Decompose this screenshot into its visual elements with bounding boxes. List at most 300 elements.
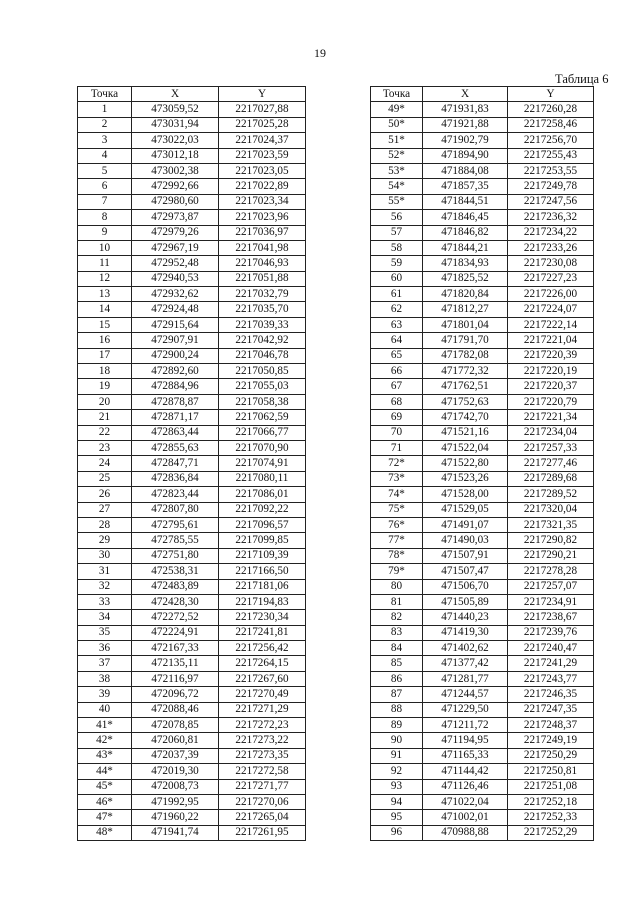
y-cell: 2217250,81	[508, 764, 594, 779]
y-cell: 2217058,38	[219, 394, 306, 409]
table-row	[371, 271, 594, 286]
point-cell: 36	[78, 641, 132, 656]
table-body-left	[78, 102, 306, 841]
point-cell: 56	[371, 210, 423, 225]
table-row	[371, 410, 594, 425]
table-row	[371, 317, 594, 332]
point-cell: 14	[78, 302, 132, 317]
x-cell: 472836,84	[132, 471, 219, 486]
y-cell: 2217023,59	[219, 148, 306, 163]
x-cell: 470988,88	[423, 825, 508, 840]
point-cell: 68	[371, 394, 423, 409]
y-cell: 2217220,79	[508, 394, 594, 409]
x-cell: 471528,00	[423, 487, 508, 502]
y-cell: 2217256,70	[508, 133, 594, 148]
point-cell: 32	[78, 579, 132, 594]
x-cell: 471772,32	[423, 364, 508, 379]
x-cell: 472019,30	[132, 764, 219, 779]
point-cell: 34	[78, 610, 132, 625]
x-cell: 471820,84	[423, 287, 508, 302]
x-cell: 471506,70	[423, 579, 508, 594]
table-row	[78, 425, 306, 440]
y-cell: 2217257,07	[508, 579, 594, 594]
point-cell: 33	[78, 594, 132, 609]
point-cell: 38	[78, 671, 132, 686]
table-row	[78, 102, 306, 117]
point-cell: 10	[78, 240, 132, 255]
table-row	[78, 194, 306, 209]
point-cell: 86	[371, 671, 423, 686]
x-cell: 471801,04	[423, 317, 508, 332]
y-cell: 2217035,70	[219, 302, 306, 317]
y-cell: 2217321,35	[508, 517, 594, 532]
header-point: Точка	[371, 87, 423, 102]
table-row	[371, 456, 594, 471]
x-cell: 472167,33	[132, 641, 219, 656]
y-cell: 2217273,22	[219, 733, 306, 748]
x-cell: 471846,45	[423, 210, 508, 225]
y-cell: 2217258,46	[508, 117, 594, 132]
x-cell: 471791,70	[423, 333, 508, 348]
point-cell: 81	[371, 594, 423, 609]
x-cell: 471126,46	[423, 779, 508, 794]
y-cell: 2217289,52	[508, 487, 594, 502]
y-cell: 2217032,79	[219, 287, 306, 302]
page-number: 19	[314, 46, 326, 60]
x-cell: 472915,64	[132, 317, 219, 332]
table-row	[78, 764, 306, 779]
y-cell: 2217222,14	[508, 317, 594, 332]
y-cell: 2217290,21	[508, 548, 594, 563]
point-cell: 12	[78, 271, 132, 286]
table-row	[78, 256, 306, 271]
header-y: Y	[508, 87, 594, 102]
x-cell: 471844,21	[423, 240, 508, 255]
point-cell: 49*	[371, 102, 423, 117]
point-cell: 23	[78, 440, 132, 455]
point-cell: 48*	[78, 825, 132, 840]
y-cell: 2217264,15	[219, 656, 306, 671]
y-cell: 2217023,05	[219, 163, 306, 178]
y-cell: 2217320,04	[508, 502, 594, 517]
table-row	[371, 333, 594, 348]
table-row	[371, 425, 594, 440]
x-cell: 471846,82	[423, 225, 508, 240]
x-cell: 471921,88	[423, 117, 508, 132]
point-cell: 71	[371, 440, 423, 455]
point-cell: 74*	[371, 487, 423, 502]
table-row	[371, 133, 594, 148]
y-cell: 2217221,34	[508, 410, 594, 425]
table-row	[371, 440, 594, 455]
y-cell: 2217270,06	[219, 794, 306, 809]
y-cell: 2217240,47	[508, 641, 594, 656]
y-cell: 2217247,56	[508, 194, 594, 209]
y-cell: 2217273,35	[219, 748, 306, 763]
point-cell: 62	[371, 302, 423, 317]
x-cell: 471521,16	[423, 425, 508, 440]
x-cell: 472871,17	[132, 410, 219, 425]
point-cell: 40	[78, 702, 132, 717]
x-cell: 472979,26	[132, 225, 219, 240]
table-row	[371, 179, 594, 194]
table-row	[78, 471, 306, 486]
y-cell: 2217278,28	[508, 564, 594, 579]
table-row	[371, 548, 594, 563]
x-cell: 471752,63	[423, 394, 508, 409]
x-cell: 471165,33	[423, 748, 508, 763]
x-cell: 472863,44	[132, 425, 219, 440]
y-cell: 2217221,04	[508, 333, 594, 348]
y-cell: 2217096,57	[219, 517, 306, 532]
y-cell: 2217181,06	[219, 579, 306, 594]
x-cell: 471844,51	[423, 194, 508, 209]
point-cell: 69	[371, 410, 423, 425]
table-row	[78, 240, 306, 255]
y-cell: 2217249,78	[508, 179, 594, 194]
table-row	[371, 610, 594, 625]
x-cell: 471522,04	[423, 440, 508, 455]
y-cell: 2217252,29	[508, 825, 594, 840]
y-cell: 2217248,37	[508, 718, 594, 733]
table-row	[371, 517, 594, 532]
x-cell: 473012,18	[132, 148, 219, 163]
header-x: X	[132, 87, 219, 102]
table-row	[371, 733, 594, 748]
x-cell: 471440,23	[423, 610, 508, 625]
y-cell: 2217027,88	[219, 102, 306, 117]
y-cell: 2217261,95	[219, 825, 306, 840]
y-cell: 2217092,22	[219, 502, 306, 517]
point-cell: 51*	[371, 133, 423, 148]
y-cell: 2217109,39	[219, 548, 306, 563]
x-cell: 472992,66	[132, 179, 219, 194]
x-cell: 471507,91	[423, 548, 508, 563]
table-row	[371, 302, 594, 317]
table-row	[78, 117, 306, 132]
y-cell: 2217042,92	[219, 333, 306, 348]
table-row	[371, 117, 594, 132]
table-row	[371, 702, 594, 717]
point-cell: 27	[78, 502, 132, 517]
point-cell: 29	[78, 533, 132, 548]
point-cell: 44*	[78, 764, 132, 779]
point-cell: 15	[78, 317, 132, 332]
y-cell: 2217050,85	[219, 364, 306, 379]
x-cell: 471902,79	[423, 133, 508, 148]
x-cell: 471419,30	[423, 625, 508, 640]
x-cell: 472940,53	[132, 271, 219, 286]
y-cell: 2217230,08	[508, 256, 594, 271]
x-cell: 471491,07	[423, 517, 508, 532]
y-cell: 2217194,83	[219, 594, 306, 609]
point-cell: 91	[371, 748, 423, 763]
x-cell: 472952,48	[132, 256, 219, 271]
table-row	[78, 148, 306, 163]
x-cell: 472088,46	[132, 702, 219, 717]
table-row	[371, 225, 594, 240]
table-row	[371, 364, 594, 379]
x-cell: 472892,60	[132, 364, 219, 379]
table-row	[78, 656, 306, 671]
point-cell: 9	[78, 225, 132, 240]
x-cell: 471522,80	[423, 456, 508, 471]
x-cell: 473022,03	[132, 133, 219, 148]
x-cell: 471941,74	[132, 825, 219, 840]
y-cell: 2217036,97	[219, 225, 306, 240]
table-row	[78, 548, 306, 563]
point-cell: 94	[371, 794, 423, 809]
point-cell: 3	[78, 133, 132, 148]
table-row	[78, 825, 306, 840]
x-cell: 471505,89	[423, 594, 508, 609]
x-cell: 472847,71	[132, 456, 219, 471]
y-cell: 2217243,77	[508, 671, 594, 686]
y-cell: 2217233,26	[508, 240, 594, 255]
point-cell: 5	[78, 163, 132, 178]
point-cell: 28	[78, 517, 132, 532]
table-row	[78, 748, 306, 763]
point-cell: 52*	[371, 148, 423, 163]
point-cell: 70	[371, 425, 423, 440]
table-row	[78, 410, 306, 425]
x-cell: 472078,85	[132, 718, 219, 733]
point-cell: 72*	[371, 456, 423, 471]
table-body-right	[371, 102, 594, 841]
point-cell: 58	[371, 240, 423, 255]
x-cell: 471894,90	[423, 148, 508, 163]
y-cell: 2217270,49	[219, 687, 306, 702]
y-cell: 2217227,23	[508, 271, 594, 286]
point-cell: 37	[78, 656, 132, 671]
y-cell: 2217252,18	[508, 794, 594, 809]
point-cell: 80	[371, 579, 423, 594]
point-cell: 21	[78, 410, 132, 425]
x-cell: 472878,87	[132, 394, 219, 409]
x-cell: 472980,60	[132, 194, 219, 209]
table-row	[371, 163, 594, 178]
x-cell: 472807,80	[132, 502, 219, 517]
point-cell: 93	[371, 779, 423, 794]
x-cell: 472855,63	[132, 440, 219, 455]
y-cell: 2217238,67	[508, 610, 594, 625]
table-row	[78, 348, 306, 363]
x-cell: 472224,91	[132, 625, 219, 640]
x-cell: 472428,30	[132, 594, 219, 609]
y-cell: 2217062,59	[219, 410, 306, 425]
x-cell: 471002,01	[423, 810, 508, 825]
table-row	[78, 671, 306, 686]
y-cell: 2217247,35	[508, 702, 594, 717]
y-cell: 2217046,93	[219, 256, 306, 271]
y-cell: 2217051,88	[219, 271, 306, 286]
point-cell: 53*	[371, 163, 423, 178]
x-cell: 471884,08	[423, 163, 508, 178]
point-cell: 30	[78, 548, 132, 563]
table-row	[371, 687, 594, 702]
table-row	[371, 502, 594, 517]
x-cell: 471244,57	[423, 687, 508, 702]
y-cell: 2217099,85	[219, 533, 306, 548]
point-cell: 90	[371, 733, 423, 748]
table-row	[78, 271, 306, 286]
table-row	[371, 564, 594, 579]
y-cell: 2217024,37	[219, 133, 306, 148]
table-row	[371, 148, 594, 163]
y-cell: 2217070,90	[219, 440, 306, 455]
x-cell: 472795,61	[132, 517, 219, 532]
y-cell: 2217074,91	[219, 456, 306, 471]
point-cell: 16	[78, 333, 132, 348]
table-row	[78, 718, 306, 733]
table-row	[371, 825, 594, 840]
y-cell: 2217220,19	[508, 364, 594, 379]
x-cell: 471211,72	[423, 718, 508, 733]
table-row	[78, 379, 306, 394]
point-cell: 54*	[371, 179, 423, 194]
y-cell: 2217239,76	[508, 625, 594, 640]
point-cell: 7	[78, 194, 132, 209]
x-cell: 472967,19	[132, 240, 219, 255]
y-cell: 2217271,29	[219, 702, 306, 717]
table-row	[78, 287, 306, 302]
table-row	[371, 240, 594, 255]
x-cell: 471782,08	[423, 348, 508, 363]
y-cell: 2217255,43	[508, 148, 594, 163]
y-cell: 2217230,34	[219, 610, 306, 625]
y-cell: 2217039,33	[219, 317, 306, 332]
point-cell: 73*	[371, 471, 423, 486]
coordinates-table-left	[77, 86, 306, 841]
point-cell: 77*	[371, 533, 423, 548]
y-cell: 2217289,68	[508, 471, 594, 486]
table-row	[371, 625, 594, 640]
table-row	[78, 794, 306, 809]
point-cell: 22	[78, 425, 132, 440]
y-cell: 2217250,29	[508, 748, 594, 763]
table-row	[371, 210, 594, 225]
y-cell: 2217234,91	[508, 594, 594, 609]
table-row	[371, 102, 594, 117]
point-cell: 35	[78, 625, 132, 640]
y-cell: 2217022,89	[219, 179, 306, 194]
y-cell: 2217041,98	[219, 240, 306, 255]
header-x: X	[423, 87, 508, 102]
table-row	[371, 656, 594, 671]
x-cell: 471229,50	[423, 702, 508, 717]
point-cell: 8	[78, 210, 132, 225]
point-cell: 75*	[371, 502, 423, 517]
point-cell: 59	[371, 256, 423, 271]
table-row	[371, 779, 594, 794]
x-cell: 472135,11	[132, 656, 219, 671]
header-point: Точка	[78, 87, 132, 102]
table-row	[78, 610, 306, 625]
y-cell: 2217241,29	[508, 656, 594, 671]
table-row	[371, 487, 594, 502]
point-cell: 24	[78, 456, 132, 471]
point-cell: 89	[371, 718, 423, 733]
x-cell: 472037,39	[132, 748, 219, 763]
y-cell: 2217023,34	[219, 194, 306, 209]
y-cell: 2217272,58	[219, 764, 306, 779]
point-cell: 19	[78, 379, 132, 394]
table-row	[371, 641, 594, 656]
point-cell: 6	[78, 179, 132, 194]
y-cell: 2217251,08	[508, 779, 594, 794]
table-row	[78, 364, 306, 379]
y-cell: 2217256,42	[219, 641, 306, 656]
table-row	[371, 394, 594, 409]
x-cell: 471144,42	[423, 764, 508, 779]
point-cell: 47*	[78, 810, 132, 825]
x-cell: 472785,55	[132, 533, 219, 548]
point-cell: 18	[78, 364, 132, 379]
point-cell: 39	[78, 687, 132, 702]
point-cell: 78*	[371, 548, 423, 563]
y-cell: 2217234,22	[508, 225, 594, 240]
x-cell: 471194,95	[423, 733, 508, 748]
table-row	[78, 333, 306, 348]
point-cell: 79*	[371, 564, 423, 579]
point-cell: 88	[371, 702, 423, 717]
x-cell: 473031,94	[132, 117, 219, 132]
y-cell: 2217086,01	[219, 487, 306, 502]
x-cell: 472823,44	[132, 487, 219, 502]
table-caption: Таблица 6	[555, 72, 609, 86]
table-row	[78, 502, 306, 517]
x-cell: 472060,81	[132, 733, 219, 748]
x-cell: 471762,51	[423, 379, 508, 394]
table-row	[78, 733, 306, 748]
point-cell: 87	[371, 687, 423, 702]
x-cell: 471834,93	[423, 256, 508, 271]
point-cell: 31	[78, 564, 132, 579]
point-cell: 84	[371, 641, 423, 656]
point-cell: 64	[371, 333, 423, 348]
y-cell: 2217246,35	[508, 687, 594, 702]
table-row	[78, 225, 306, 240]
table-row	[78, 440, 306, 455]
point-cell: 76*	[371, 517, 423, 532]
x-cell: 471931,83	[423, 102, 508, 117]
table-row	[78, 456, 306, 471]
table-row	[371, 671, 594, 686]
point-cell: 67	[371, 379, 423, 394]
y-cell: 2217253,55	[508, 163, 594, 178]
point-cell: 61	[371, 287, 423, 302]
x-cell: 472907,91	[132, 333, 219, 348]
table-header-row	[371, 87, 594, 102]
x-cell: 472932,62	[132, 287, 219, 302]
x-cell: 472751,80	[132, 548, 219, 563]
table-row	[78, 302, 306, 317]
y-cell: 2217234,04	[508, 425, 594, 440]
table-row	[371, 194, 594, 209]
point-cell: 60	[371, 271, 423, 286]
x-cell: 473059,52	[132, 102, 219, 117]
x-cell: 472096,72	[132, 687, 219, 702]
x-cell: 471523,26	[423, 471, 508, 486]
table-row	[78, 641, 306, 656]
y-cell: 2217066,77	[219, 425, 306, 440]
table-row	[78, 702, 306, 717]
y-cell: 2217166,50	[219, 564, 306, 579]
table-row	[371, 764, 594, 779]
table-row	[78, 487, 306, 502]
x-cell: 472272,52	[132, 610, 219, 625]
y-cell: 2217046,78	[219, 348, 306, 363]
